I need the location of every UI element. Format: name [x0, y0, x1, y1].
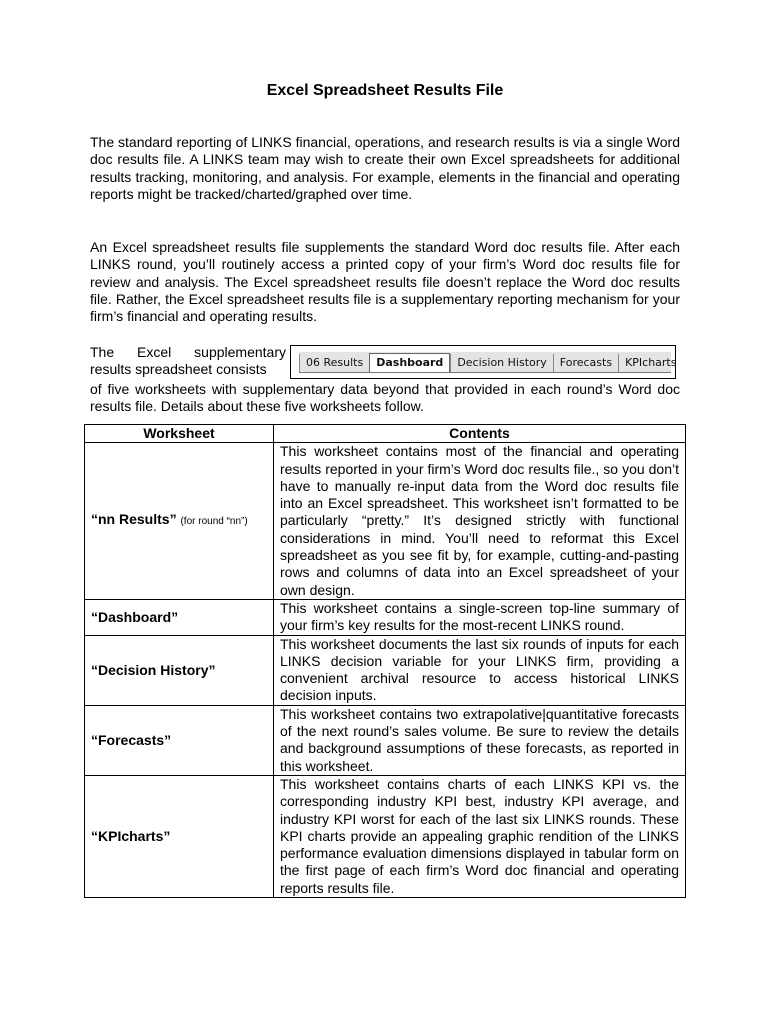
- worksheet-name-cell: [85, 775, 274, 897]
- sheet-tab-strip: [299, 352, 677, 373]
- table-row: [85, 635, 686, 705]
- worksheet-name: “Decision History”: [91, 661, 216, 678]
- table-row: [85, 705, 686, 775]
- worksheets-paragraph-line2: results spreadsheet consists: [90, 361, 267, 377]
- excel-sheet-tabs-image: [290, 345, 676, 379]
- sheet-tab-decision-history[interactable]: Decision History: [450, 354, 552, 372]
- document-title: Excel Spreadsheet Results File: [266, 82, 504, 99]
- worksheet-contents: This worksheet contains two extrapolative|quantitative forecasts of the next round’s sales volume. Be sure to review the details and background assumptions of these forecasts, as reported in this worksheet.: [274, 705, 686, 775]
- worksheets-table: [84, 424, 686, 898]
- table-header-row: [85, 425, 686, 443]
- table-row: [85, 775, 686, 897]
- worksheet-contents: This worksheet documents the last six rounds of inputs for each LINKS decision variable for your LINKS firm, providing a convenient archival resource to access historical LINKS decision inputs.: [274, 635, 686, 705]
- worksheet-contents: This worksheet contains most of the financial and operating results reported in your firm’s Word doc results file., so you don’t have to manually re-input data from the Word doc results file into an Excel spreadsheet. This worksheet isn’t formatted to be particularly “pretty.” It’s designed strictly with functional considerations in mind. You’ll need to reformat this Excel spreadsheet as you see fit by, for example, cutting-and-pasting rows and columns of data into an Excel spreadsheet of your own design.: [274, 443, 686, 600]
- sheet-tab-dashboard[interactable]: Dashboard: [369, 353, 450, 372]
- worksheet-name-cell: [85, 443, 274, 600]
- table-row: [85, 443, 686, 600]
- worksheet-name: “Dashboard”: [91, 608, 179, 625]
- worksheet-name-cell: [85, 705, 274, 775]
- worksheet-name-cell: [85, 599, 274, 635]
- worksheet-name: “KPIcharts”: [91, 827, 171, 844]
- table-row: [85, 599, 686, 635]
- worksheet-name: “nn Results”: [91, 511, 177, 528]
- worksheet-contents: This worksheet contains charts of each LINKS KPI vs. the corresponding industry KPI best, industry KPI average, and industry KPI worst for each of the last six LINKS rounds. These KPI charts provide an appealing graphic rendition of the LINKS performance evaluation dimensions displayed in tabular form on the first page of each firm’s Word doc financial and operating reports results file.: [274, 775, 686, 897]
- sheet-tab-forecasts[interactable]: Forecasts: [553, 354, 618, 372]
- worksheets-paragraph-rest: of five worksheets with supplementary data beyond that provided in each round’s Word doc results file. Details about these five worksheets follow.: [90, 381, 680, 415]
- worksheet-note: (for round “nn”): [180, 516, 248, 528]
- header-worksheet: Worksheet: [85, 425, 274, 443]
- intro-paragraph: The standard reporting of LINKS financial, operations, and research results is via a single Word doc results file. A LINKS team may wish to create their own Excel spreadsheets for additional results tracking, monitoring, and analysis. For example, elements in the financial and operating reports might be tracked/charted/graphed over time.: [90, 134, 680, 202]
- worksheets-paragraph-line1: The Excel supplementary: [90, 344, 286, 360]
- worksheet-name-cell: [85, 635, 274, 705]
- supplement-paragraph: An Excel spreadsheet results file supplements the standard Word doc results file. After each LINKS round, you’ll routinely access a printed copy of your firm’s Word doc results file for review and analysis. The Excel spreadsheet results file doesn’t replace the Word doc results file. Rather, the Excel spreadsheet results file is a supplementary reporting mechanism for your firm’s financial and operating results.: [90, 239, 680, 325]
- sheet-tab-kpicharts[interactable]: KPIcharts: [618, 354, 682, 372]
- worksheet-name: “Forecasts”: [91, 731, 172, 748]
- sheet-tab-results[interactable]: 06 Results: [299, 354, 369, 372]
- header-contents: Contents: [274, 425, 686, 443]
- worksheet-contents: This worksheet contains a single-screen top-line summary of your firm’s key results for the most-recent LINKS round.: [274, 599, 686, 635]
